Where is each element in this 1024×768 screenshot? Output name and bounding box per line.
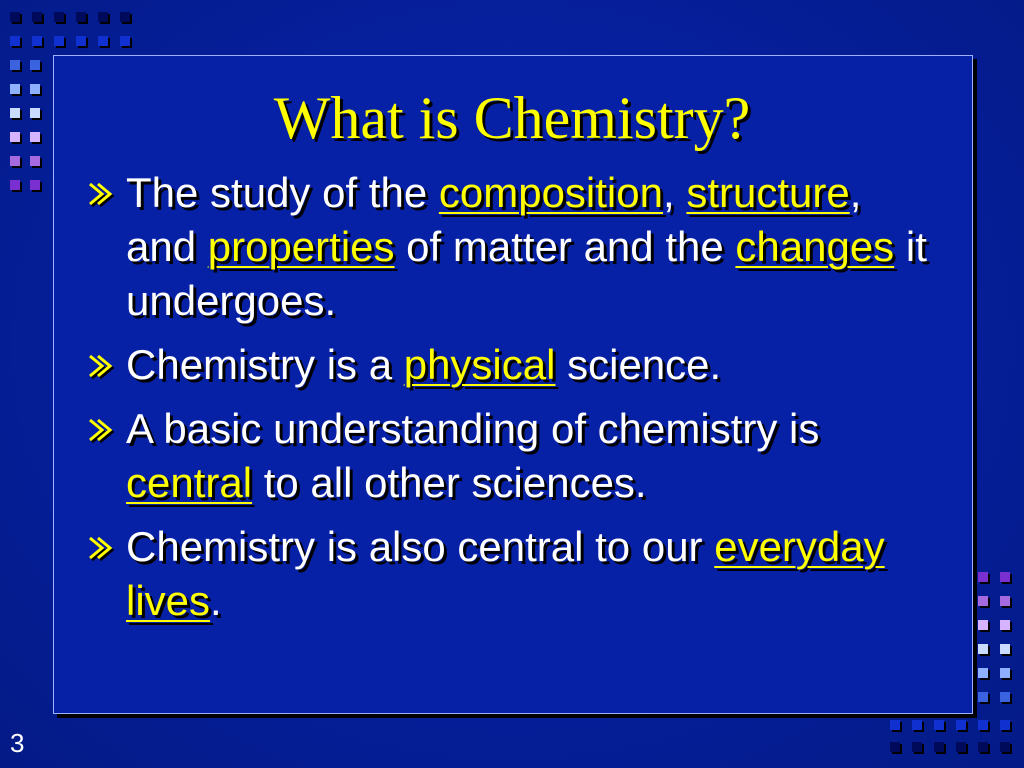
bullet-text: A basic understanding of chemistry is xyxy=(126,405,820,452)
bullet-text: The study of the xyxy=(126,169,439,216)
bullet-text: science. xyxy=(555,341,722,388)
arrow-bullet-icon xyxy=(88,418,114,442)
decorative-square xyxy=(890,742,900,752)
decorative-square xyxy=(10,156,20,166)
decorative-square xyxy=(1000,742,1010,752)
highlighted-term: everyday lives xyxy=(126,523,885,624)
decorative-square xyxy=(30,156,40,166)
decorative-square xyxy=(10,60,20,70)
decorative-square xyxy=(1000,620,1010,630)
decorative-square xyxy=(978,572,988,582)
decorative-square xyxy=(10,180,20,190)
decorative-square xyxy=(1000,644,1010,654)
decorative-square xyxy=(1000,720,1010,730)
highlighted-term: changes xyxy=(735,223,895,270)
bullet-text: to all other sciences. xyxy=(252,459,647,506)
decorative-square xyxy=(978,692,988,702)
decorative-square xyxy=(978,720,988,730)
arrow-bullet-icon xyxy=(88,536,114,560)
highlighted-term: central xyxy=(126,459,253,506)
decorative-square xyxy=(98,36,108,46)
bullet-text: . xyxy=(210,577,222,624)
decorative-square xyxy=(54,36,64,46)
decorative-square xyxy=(10,36,20,46)
decorative-square xyxy=(890,720,900,730)
decorative-square xyxy=(978,668,988,678)
decorative-square xyxy=(54,12,64,22)
decorative-square xyxy=(934,720,944,730)
bullet-text: of matter and the xyxy=(394,223,736,270)
decorative-square xyxy=(32,36,42,46)
highlighted-term: structure xyxy=(686,169,850,216)
bullet-text: Chemistry is also central to our xyxy=(126,523,715,570)
highlighted-term: properties xyxy=(207,223,395,270)
bullet-item xyxy=(88,166,928,328)
decorative-square xyxy=(956,720,966,730)
decorative-square xyxy=(978,742,988,752)
decorative-square xyxy=(1000,572,1010,582)
bullet-list xyxy=(88,166,928,638)
bullet-text: it undergoes. xyxy=(126,223,927,324)
decorative-square xyxy=(30,180,40,190)
decorative-square xyxy=(978,620,988,630)
decorative-square xyxy=(120,12,130,22)
arrow-bullet-icon xyxy=(88,182,114,206)
arrow-bullet-icon xyxy=(88,354,114,378)
bullet-item xyxy=(88,338,928,392)
decorative-square xyxy=(98,12,108,22)
decorative-square xyxy=(978,596,988,606)
decorative-square xyxy=(1000,668,1010,678)
decorative-square xyxy=(1000,596,1010,606)
decorative-square xyxy=(32,12,42,22)
decorative-square xyxy=(1000,692,1010,702)
decorative-square xyxy=(956,742,966,752)
bullet-item xyxy=(88,402,928,510)
bullet-text: Chemistry is a xyxy=(126,341,404,388)
decorative-square xyxy=(30,60,40,70)
decorative-square xyxy=(10,12,20,22)
page-number: 3 xyxy=(10,728,25,758)
decorative-square xyxy=(120,36,130,46)
decorative-square xyxy=(912,742,922,752)
decorative-square xyxy=(912,720,922,730)
decorative-square xyxy=(934,742,944,752)
bullet-item xyxy=(88,520,928,628)
highlighted-term: physical xyxy=(403,341,556,388)
slide-title: What is Chemistry? xyxy=(273,85,751,151)
highlighted-term: composition xyxy=(438,169,663,216)
bullet-text: , xyxy=(662,169,687,216)
decorative-square xyxy=(76,36,86,46)
bullet-text: , and xyxy=(126,169,862,270)
decorative-square xyxy=(978,644,988,654)
decorative-square xyxy=(76,12,86,22)
